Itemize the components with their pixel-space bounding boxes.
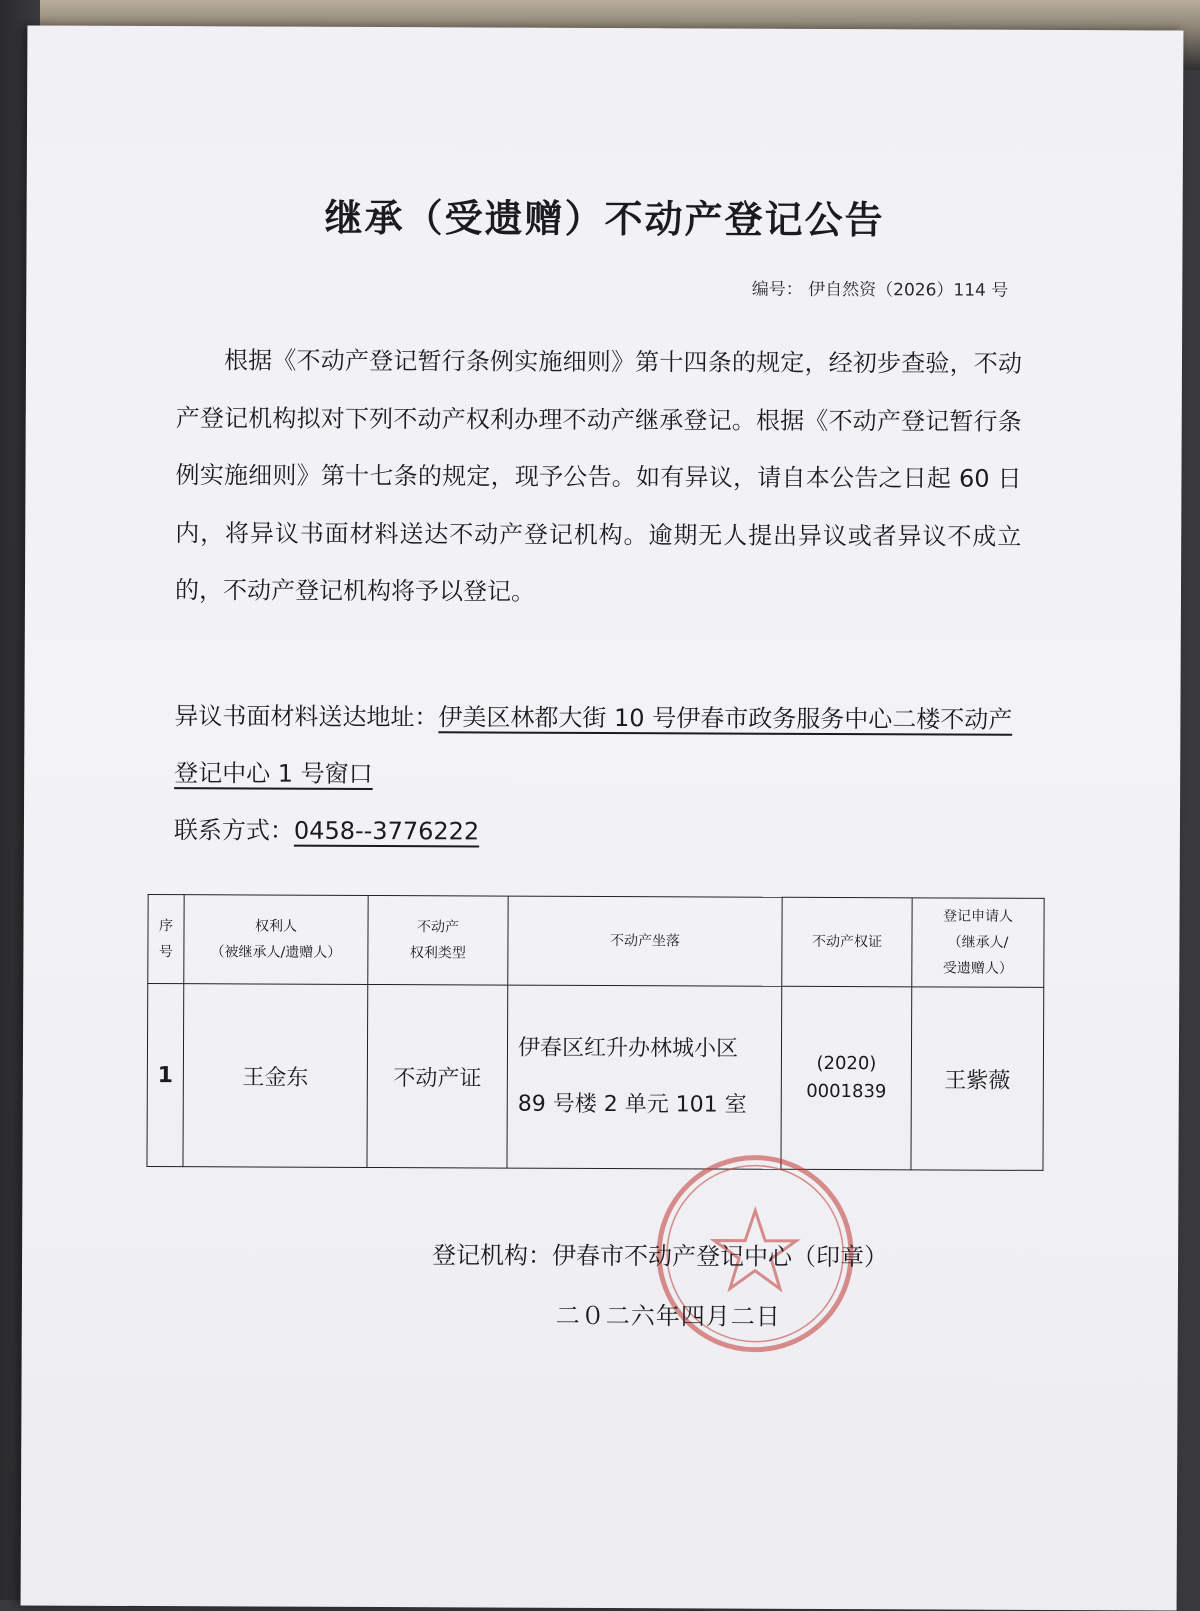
table-header-row	[148, 895, 1044, 988]
notice-date: 二０二六年四月二日	[555, 1301, 781, 1331]
objection-address	[174, 688, 1020, 806]
header-applicant: 登记申请人 （继承人/ 受遗赠人）	[912, 898, 1044, 988]
row-right-type: 不动产证	[367, 984, 508, 1168]
registration-table	[146, 894, 1044, 1171]
row-certificate: (2020) 0001839	[781, 986, 912, 1170]
document-number: 编号： 伊自然资（2026）114 号	[751, 279, 1009, 301]
table-row	[147, 984, 1044, 1171]
objection-address-value: 伊美区林都大街 10 号伊春市政务服务中心二楼不动产登记中心 1 号窗口	[174, 703, 1013, 788]
header-seq: 序 号	[148, 895, 184, 984]
header-location: 不动产坐落	[508, 896, 782, 986]
contact-info	[174, 802, 492, 860]
registration-organization: 登记机构：伊春市不动产登记中心（印章）	[432, 1241, 889, 1272]
notice-body: 根据《不动产登记暂行条例实施细则》第十四条的规定，经初步查验，不动产登记机构拟对下列不动产权利办理不动产继承登记。根据《不动产登记暂行条例实施细则》第十七条的规定，现予公告。如有异议，请自本公告之日起 60 日内，将异议书面材料送达不动产登记机构。逾期无人提出异议或者异议不成立的，不动产登记机构将予以登记。	[174, 346, 1023, 606]
row-applicant: 王紫薇	[911, 987, 1044, 1171]
header-holder: 权利人 （被继承人/遗赠人）	[184, 895, 368, 985]
row-location: 伊春区红升办林城小区 89 号楼 2 单元 101 室	[507, 985, 782, 1169]
header-certificate: 不动产权证	[782, 897, 912, 987]
objection-address-label: 异议书面材料送达地址：	[174, 702, 439, 732]
row-holder: 王金东	[183, 984, 368, 1168]
contact-label: 联系方式：	[173, 816, 295, 845]
header-right-type: 不动产 权利类型	[368, 895, 508, 985]
contact-phone: 0458--3776222	[293, 816, 480, 846]
row-seq: 1	[147, 984, 184, 1167]
notice-paper	[21, 25, 1184, 1610]
notice-title: 继承（受遗赠）不动产登记公告	[324, 195, 885, 243]
